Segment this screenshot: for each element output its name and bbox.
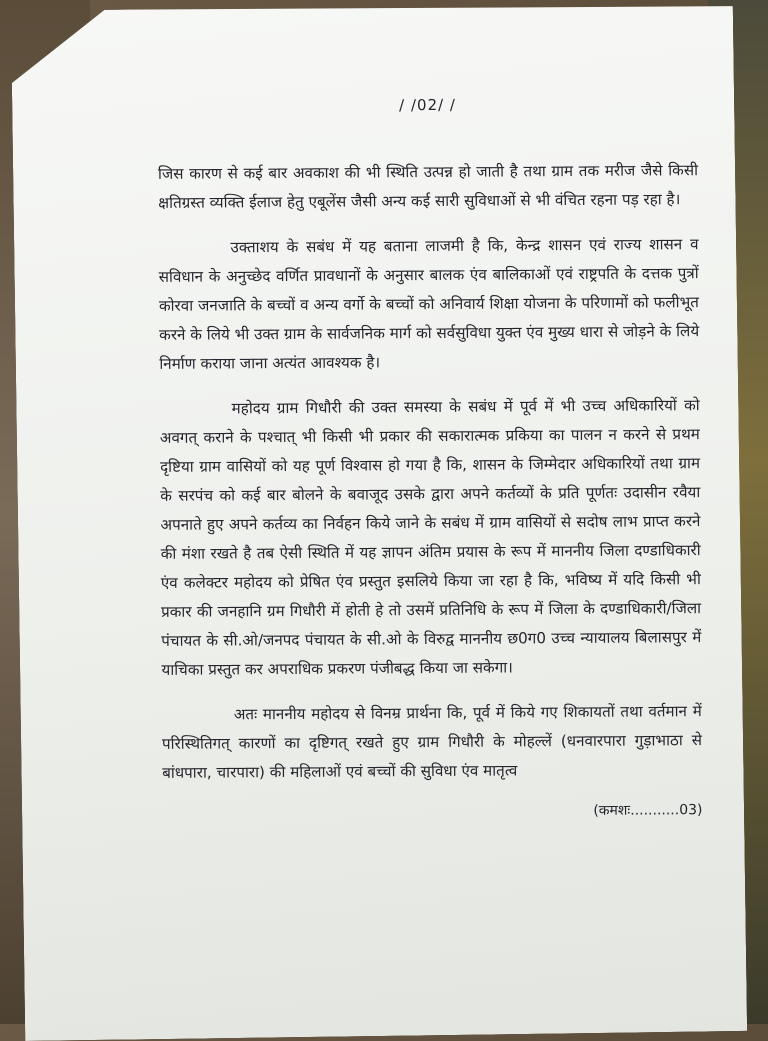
continuation-note: (कमशः...........03)	[593, 802, 703, 819]
paragraph-1: जिस कारण से कई बार अवकाश की भी स्थिति उत्पन्न हो जाती है तथा ग्राम तक मरीज जैसे किसी क्षतिग्रस्त व्यक्ति ईलाज हेतु एबूलेंस जैसी अन्य कई सारी सुविधाओं से भी वंचित रहना पड़ रहा है।	[157, 161, 699, 212]
paragraph-4: अतः माननीय महोदय से विनम्र प्रार्थना कि, पूर्व में किये गए शिकायतों तथा वर्तमान में परिस्थितिगत् कारणों का दृष्टिगत् रखते हुए ग्राम गिधौरी के मोहल्लें (धनवारपारा गुड़ाभाठा से बांधपारा, चारपारा) की महिलाओं एवं बच्चों की सुविधा एंव मातृत्व	[161, 702, 703, 782]
page-number: / /02/ /	[399, 95, 457, 115]
paragraph-3: महोदय ग्राम गिधौरी की उक्त समस्या के सबंध में पूर्व में भी उच्च अधिकारियों को अवगत् कराने के पश्चात् भी किसी भी प्रकार की सकारात्मक प्रकिया का पालन न करने से प्रथम दृष्टिया ग्राम वासियों को यह पूर्ण विश्वास हो गया है कि, शासन के जिम्मेदार अधिकारियों तथा ग्राम के सरपंच को कई बार बोलने के बवाजूद उसके द्वारा अपने कर्तव्यों के प्रति पूर्णतः उदासीन रवैया अपनाते हुए अपने कर्तव्य का निर्वहन किये जाने के सबंध में ग्राम वासियों से सदोष लाभ प्राप्त करने की मंशा रखते है तब ऐसी स्थिति में यह ज्ञापन अंतिम प्रयास के रूप में माननीय जिला दण्डाधिकारी एंव कलेक्टर महोदय को प्रेषित एंव प्रस्तुत इसलिये किया जा रहा है कि, भविष्य में यदि किसी भी प्रकार की जनहानि ग्रम गिधौरी में होती हे तो उसमें प्रतिनिधि के रूप में जिला के दण्डाधिकारी/जिला पंचायत के सी.ओ/जनपद पंचायत के सी.ओ के विरुद्व माननीय छ0ग0 उच्च न्यायालय बिलासपुर में याचिका प्रस्तुत कर अपराधिक प्रकरण पंजीबद्ध किया जा सकेगा।	[159, 396, 702, 679]
paragraph-2: उक्ताशय के सबंध में यह बताना लाजमी है कि, केन्द्र शासन एवं राज्य शासन व सविधान के अनुच्छेद वर्णित प्रावधानों के अनुसार बालक एंव बालिकाओं एवं राष्ट्रपति के दत्तक पुत्रों कोरवा जनजाति के बच्चों व अन्य वर्गो के बच्चों को अनिवार्य शिक्षा योजना के परिणामों को फलीभूत करने के लिये भी उक्त ग्राम के सार्वजनिक मार्ग को सर्वसुविधा युक्त एंव मुख्य धारा से जोड़ने के लिये निर्माण कराया जाना अत्यंत आवश्यक है।	[158, 235, 700, 373]
document-page	[157, 94, 702, 823]
